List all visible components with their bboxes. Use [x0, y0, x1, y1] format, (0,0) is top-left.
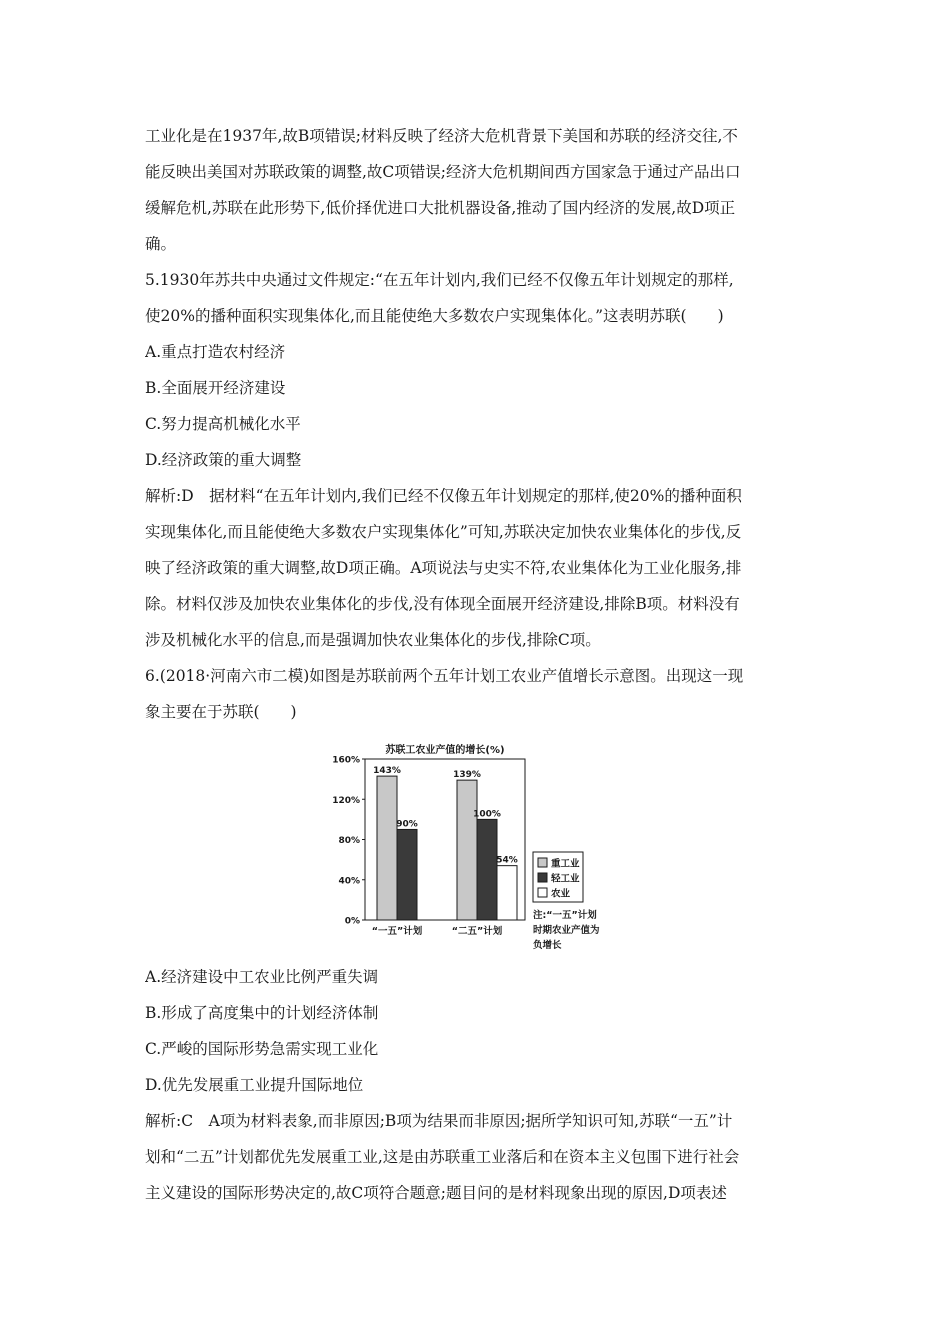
data-label: 100%	[473, 809, 501, 820]
option-b: B.全面展开经济建设	[145, 379, 286, 397]
y-tick-label: 80%	[338, 836, 360, 846]
text-line: 缓解危机,苏联在此形势下,低价择优进口大批机器设备,推动了国内经济的发展,故D项正	[145, 199, 736, 217]
bar	[377, 776, 397, 920]
bar	[397, 829, 417, 920]
text-line: 能反映出美国对苏联政策的调整,故C项错误;经济大危机期间西方国家急于通过产品出口	[145, 163, 741, 181]
y-tick-label: 120%	[332, 795, 360, 806]
question-6-stem: 6.(2018·河南六市二模)如图是苏联前两个五年计划工农业产值增长示意图。出现这一现	[145, 667, 744, 685]
bar-chart	[320, 742, 630, 962]
analysis-line: 实现集体化,而且能使绝大多数农户实现集体化”可知,苏联决定加快农业集体化的步伐,反	[145, 523, 742, 541]
legend-swatch	[538, 888, 547, 897]
legend-label: 轻工业	[551, 873, 580, 885]
text-line: 工业化是在1937年,故B项错误;材料反映了经济大危机背景下美国和苏联的经济交往,不	[145, 127, 738, 145]
analysis-line: 划和“二五”计划都优先发展重工业,这是由苏联重工业落后和在资本主义包围下进行社会	[145, 1148, 740, 1166]
legend-swatch	[538, 858, 547, 867]
y-tick-label: 0%	[344, 916, 360, 927]
option-a: A.经济建设中工农业比例严重失调	[145, 968, 379, 986]
analysis-line: 除。材料仅涉及加快农业集体化的步伐,没有体现全面展开经济建设,排除B项。材料没有	[145, 595, 740, 613]
option-d: D.经济政策的重大调整	[145, 451, 302, 469]
analysis-line: 解析:C A项为材料表象,而非原因;B项为结果而非原因;据所学知识可知,苏联“一五”计	[145, 1112, 733, 1130]
data-label: 139%	[453, 770, 481, 781]
bar	[497, 866, 517, 920]
option-d: D.优先发展重工业提升国际地位	[145, 1076, 364, 1094]
bar	[477, 819, 497, 920]
question-5-stem: 5.1930年苏共中央通过文件规定:“在五年计划内,我们已经不仅像五年计划规定的那样,	[145, 271, 734, 289]
data-label: 54%	[496, 855, 518, 866]
y-tick-label: 160%	[332, 755, 360, 766]
x-tick-label: “二五”计划	[451, 926, 503, 937]
option-c: C.努力提高机械化水平	[145, 415, 301, 433]
analysis-line: 主义建设的国际形势决定的,故C项符合题意;题目问的是材料现象出现的原因,D项表述	[145, 1184, 727, 1202]
question-6-stem: 象主要在于苏联( )	[145, 703, 297, 721]
data-label: 143%	[373, 766, 401, 777]
legend-label: 重工业	[551, 858, 580, 870]
y-tick-label: 40%	[338, 876, 360, 887]
analysis-line: 解析:D 据材料“在五年计划内,我们已经不仅像五年计划规定的那样,使20%的播种面积	[145, 487, 742, 505]
option-a: A.重点打造农村经济	[145, 343, 286, 361]
option-b: B.形成了高度集中的计划经济体制	[145, 1004, 379, 1022]
chart-note: 负增长	[533, 940, 562, 951]
analysis-line: 涉及机械化水平的信息,而是强调加快农业集体化的步伐,排除C项。	[145, 631, 601, 649]
chart-note: 注:“一五”计划	[533, 910, 597, 921]
data-label: 90%	[396, 819, 418, 830]
chart-title: 苏联工农业产值的增长(%)	[385, 745, 505, 756]
option-c: C.严峻的国际形势急需实现工业化	[145, 1040, 379, 1058]
legend-label: 农业	[551, 888, 571, 900]
text-line: 确。	[145, 235, 177, 253]
legend-swatch	[538, 873, 547, 882]
chart-note: 时期农业产值为	[533, 925, 600, 936]
bar	[457, 780, 477, 920]
x-tick-label: “一五”计划	[371, 926, 423, 937]
question-5-stem: 使20%的播种面积实现集体化,而且能使绝大多数农户实现集体化。”这表明苏联( )	[145, 307, 724, 325]
analysis-line: 映了经济政策的重大调整,故D项正确。A项说法与史实不符,农业集体化为工业化服务,排	[145, 559, 742, 577]
chart-svg	[320, 742, 630, 962]
